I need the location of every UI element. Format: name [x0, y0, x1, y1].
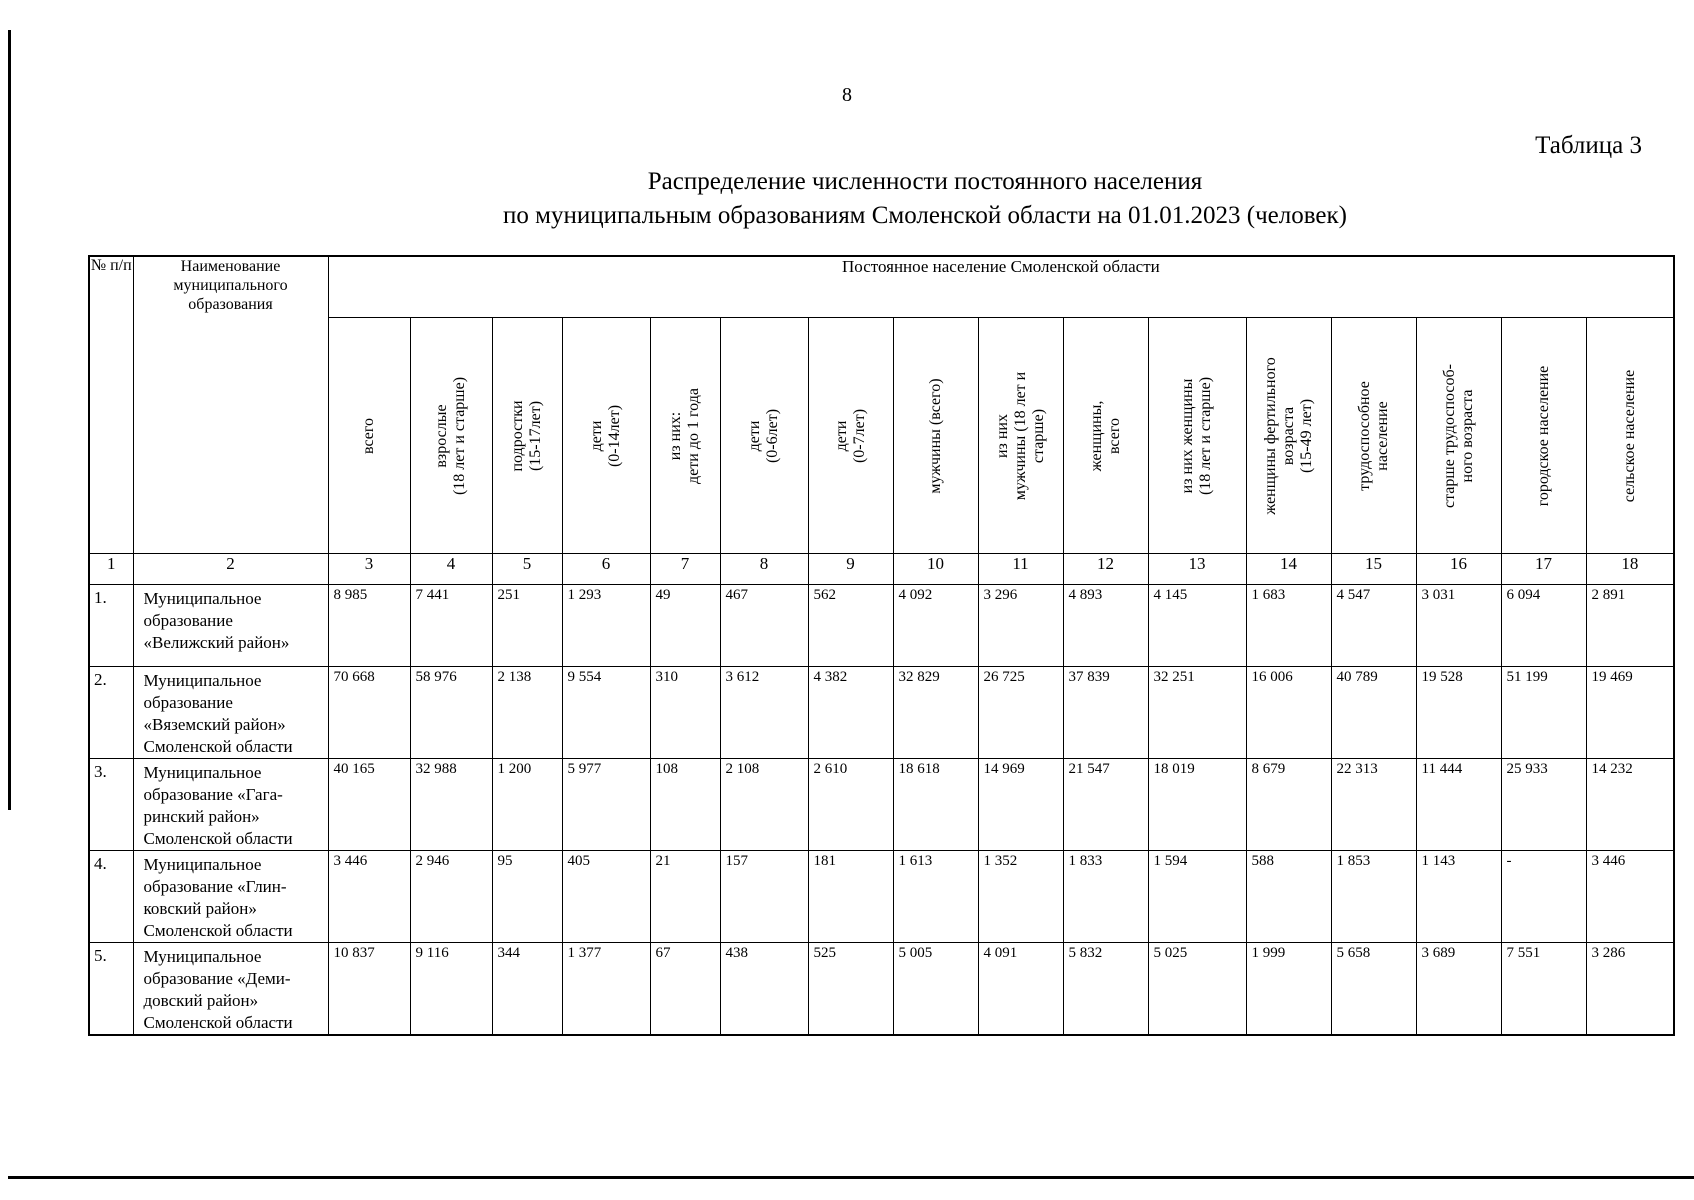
header-col-10	[893, 318, 978, 554]
column-number: 2	[133, 554, 328, 585]
cell-value: 2 138	[492, 667, 562, 759]
municipality-name	[133, 759, 328, 851]
cell-value: 4 091	[978, 943, 1063, 1036]
header-col-line: (18 лет и старше)	[451, 376, 468, 495]
header-col-16	[1416, 318, 1501, 554]
header-col-7	[650, 318, 720, 554]
cell-value: 405	[562, 851, 650, 943]
header-col-line: всего	[360, 417, 377, 454]
cell-value: 108	[650, 759, 720, 851]
cell-value: 2 108	[720, 759, 808, 851]
municipality-name-line: ринский район»	[143, 807, 260, 826]
cell-value: 40 165	[328, 759, 410, 851]
page-number: 8	[842, 84, 852, 106]
header-col-line: старше)	[1029, 408, 1047, 463]
municipality-name-line: Муниципальное	[143, 763, 262, 782]
cell-value: 21 547	[1063, 759, 1148, 851]
header-col-line: дети	[746, 420, 763, 451]
header-col-8	[720, 318, 808, 554]
population-table	[88, 255, 1675, 1036]
cell-value: 2 946	[410, 851, 492, 943]
cell-value: 14 232	[1586, 759, 1674, 851]
table-row	[89, 585, 1674, 667]
header-col-14	[1246, 318, 1331, 554]
column-number: 10	[893, 554, 978, 585]
cell-value: 95	[492, 851, 562, 943]
cell-value: 5 977	[562, 759, 650, 851]
column-number: 9	[808, 554, 893, 585]
header-col-12	[1063, 318, 1148, 554]
header-col-line: из них	[993, 413, 1011, 458]
municipality-name-line: образование	[143, 611, 233, 630]
table-label: Таблица 3	[1535, 132, 1642, 159]
cell-value: 21	[650, 851, 720, 943]
cell-value: 22 313	[1331, 759, 1416, 851]
municipality-name-line: Смоленской области	[143, 921, 293, 940]
cell-value: 58 976	[410, 667, 492, 759]
cell-value: 3 031	[1416, 585, 1501, 667]
cell-value: 5 832	[1063, 943, 1148, 1036]
cell-value: 3 689	[1416, 943, 1501, 1036]
header-num: № п/п	[89, 256, 133, 554]
column-number: 17	[1501, 554, 1586, 585]
municipality-name-line: образование «Деми-	[143, 969, 291, 988]
column-number: 1	[89, 554, 133, 585]
municipality-name-line: Муниципальное	[143, 671, 262, 690]
cell-value: 8 985	[328, 585, 410, 667]
column-number-row	[89, 554, 1674, 585]
cell-value: 344	[492, 943, 562, 1036]
cell-value: 310	[650, 667, 720, 759]
header-col-line: трудоспособное	[1355, 380, 1373, 491]
column-number: 13	[1148, 554, 1246, 585]
cell-value: 181	[808, 851, 893, 943]
cell-value: 32 251	[1148, 667, 1246, 759]
header-col-label	[833, 408, 869, 462]
header-col-label	[667, 388, 703, 484]
left-edge-rule	[8, 30, 11, 810]
municipality-name	[133, 943, 328, 1036]
column-number: 11	[978, 554, 1063, 585]
cell-value: 4 092	[893, 585, 978, 667]
header-name: Наименование муниципального образования	[133, 256, 328, 554]
header-col-label	[1262, 357, 1316, 515]
header-col-line: (15-49 лет)	[1297, 398, 1315, 473]
cell-value: 67	[650, 943, 720, 1036]
cell-value: 1 833	[1063, 851, 1148, 943]
header-col-label	[927, 378, 945, 493]
header-col-4	[410, 318, 492, 554]
cell-value: 1 594	[1148, 851, 1246, 943]
header-col-line: мужчины (18 лет и	[1011, 371, 1029, 500]
header-col-line: городское население	[1534, 365, 1552, 506]
header-group: Постоянное население Смоленской области	[328, 256, 1674, 318]
cell-value: 4 382	[808, 667, 893, 759]
header-col-label	[509, 400, 545, 471]
header-col-line: женщины фертильного	[1261, 356, 1279, 515]
cell-value: 1 143	[1416, 851, 1501, 943]
header-col-label	[1621, 369, 1639, 501]
cell-value: 3 612	[720, 667, 808, 759]
cell-value: 4 547	[1331, 585, 1416, 667]
header-col-line: возраста	[1279, 406, 1297, 465]
cell-value: 32 829	[893, 667, 978, 759]
column-number: 16	[1416, 554, 1501, 585]
column-number: 8	[720, 554, 808, 585]
cell-value: 37 839	[1063, 667, 1148, 759]
header-col-line: старше трудоспособ-	[1440, 363, 1458, 508]
municipality-name-line: образование «Глин-	[143, 877, 287, 896]
municipality-name-line: Муниципальное	[143, 589, 262, 608]
header-col-label	[588, 404, 624, 466]
cell-value: 7 551	[1501, 943, 1586, 1036]
cell-value: 5 025	[1148, 943, 1246, 1036]
cell-value: 5 658	[1331, 943, 1416, 1036]
cell-value: 14 969	[978, 759, 1063, 851]
cell-value: 18 019	[1148, 759, 1246, 851]
column-number: 14	[1246, 554, 1331, 585]
header-col-13	[1148, 318, 1246, 554]
municipality-name	[133, 851, 328, 943]
row-number: 2.	[89, 667, 133, 759]
table-row	[89, 759, 1674, 851]
column-number: 15	[1331, 554, 1416, 585]
cell-value: 40 789	[1331, 667, 1416, 759]
cell-value: 251	[492, 585, 562, 667]
header-col-line: всего	[1105, 417, 1123, 454]
municipality-name-line: Муниципальное	[143, 947, 262, 966]
table-row	[89, 667, 1674, 759]
table-title	[400, 165, 1450, 233]
table-row	[89, 943, 1674, 1036]
cell-value: 11 444	[1416, 759, 1501, 851]
cell-value: 16 006	[1246, 667, 1331, 759]
cell-value: 9 116	[410, 943, 492, 1036]
header-col-label	[1179, 376, 1215, 494]
cell-value: 49	[650, 585, 720, 667]
cell-value: 32 988	[410, 759, 492, 851]
cell-value: 1 293	[562, 585, 650, 667]
cell-value: 525	[808, 943, 893, 1036]
cell-value: 26 725	[978, 667, 1063, 759]
header-col-11	[978, 318, 1063, 554]
cell-value: 4 893	[1063, 585, 1148, 667]
column-number: 6	[562, 554, 650, 585]
cell-value: 5 005	[893, 943, 978, 1036]
municipality-name-line: ковский район»	[143, 899, 257, 918]
header-col-line: сельское население	[1620, 369, 1638, 502]
municipality-name-line: Муниципальное	[143, 855, 262, 874]
header-col-17	[1501, 318, 1586, 554]
cell-value: 1 613	[893, 851, 978, 943]
cell-value: 3 296	[978, 585, 1063, 667]
row-number: 3.	[89, 759, 133, 851]
column-number: 4	[410, 554, 492, 585]
header-col-line: взрослые	[433, 403, 450, 468]
cell-value: 1 999	[1246, 943, 1331, 1036]
cell-value: 1 377	[562, 943, 650, 1036]
header-col-5	[492, 318, 562, 554]
header-col-label	[1356, 381, 1392, 491]
header-col-line: из них женщины	[1179, 378, 1196, 493]
row-number: 4.	[89, 851, 133, 943]
header-col-line: (0-14лет)	[606, 404, 623, 467]
cell-value: 3 446	[1586, 851, 1674, 943]
header-col-15	[1331, 318, 1416, 554]
row-number: 1.	[89, 585, 133, 667]
cell-value: 1 683	[1246, 585, 1331, 667]
row-number: 5.	[89, 943, 133, 1036]
municipality-name-line: «Вяземский район»	[143, 715, 286, 734]
cell-value: 4 145	[1148, 585, 1246, 667]
cell-value: 19 469	[1586, 667, 1674, 759]
column-number: 3	[328, 554, 410, 585]
cell-value: 6 094	[1501, 585, 1586, 667]
header-col-line: из них:	[667, 411, 684, 460]
column-number: 5	[492, 554, 562, 585]
cell-value: 467	[720, 585, 808, 667]
header-col-line: дети до 1 года	[685, 387, 702, 484]
municipality-name-line: «Велижский район»	[143, 633, 290, 652]
header-col-line: (15-17лет)	[527, 400, 544, 471]
cell-value: 3 446	[328, 851, 410, 943]
cell-value: 2 610	[808, 759, 893, 851]
cell-value: 9 554	[562, 667, 650, 759]
header-col-line: ного возраста	[1458, 389, 1476, 482]
column-number: 7	[650, 554, 720, 585]
title-line-1: Распределение численности постоянного населения	[647, 168, 1203, 195]
header-col-label	[1441, 364, 1477, 508]
title-line-2: по муниципальным образованиям Смоленской области на 01.01.2023 (человек)	[503, 202, 1347, 229]
cell-value: 70 668	[328, 667, 410, 759]
bottom-edge-rule	[8, 1176, 1694, 1179]
header-col-line: (18 лет и старше)	[1197, 376, 1214, 495]
header-col-line: подростки	[509, 399, 526, 472]
header-col-line: (0-6лет)	[764, 408, 781, 463]
cell-value: 2 891	[1586, 585, 1674, 667]
cell-value: 588	[1246, 851, 1331, 943]
header-col-line: население	[1373, 400, 1391, 471]
header-col-line: (0-7лет)	[850, 408, 868, 463]
municipality-name-line: Смоленской области	[143, 829, 293, 848]
municipality-name	[133, 585, 328, 667]
header-col-9	[808, 318, 893, 554]
cell-value: 7 441	[410, 585, 492, 667]
header-col-3	[328, 318, 410, 554]
header-col-label	[746, 408, 782, 462]
cell-value: -	[1501, 851, 1586, 943]
table-row	[89, 851, 1674, 943]
header-col-label	[1088, 400, 1124, 471]
cell-value: 1 853	[1331, 851, 1416, 943]
table-body	[89, 554, 1674, 1036]
cell-value: 1 200	[492, 759, 562, 851]
municipality-name-line: Смоленской области	[143, 1013, 293, 1032]
municipality-name-line: Смоленской области	[143, 737, 293, 756]
header-col-label	[360, 417, 378, 453]
cell-value: 25 933	[1501, 759, 1586, 851]
municipality-name-line: образование	[143, 693, 233, 712]
municipality-name-line: довский район»	[143, 991, 259, 1010]
cell-value: 1 352	[978, 851, 1063, 943]
cell-value: 562	[808, 585, 893, 667]
municipality-name	[133, 667, 328, 759]
cell-value: 10 837	[328, 943, 410, 1036]
header-col-label	[994, 371, 1048, 499]
header-col-line: дети	[588, 420, 605, 451]
column-number: 18	[1586, 554, 1674, 585]
cell-value: 3 286	[1586, 943, 1674, 1036]
cell-value: 51 199	[1501, 667, 1586, 759]
header-col-label	[1535, 365, 1553, 506]
cell-value: 8 679	[1246, 759, 1331, 851]
header-col-label	[433, 376, 469, 494]
column-number: 12	[1063, 554, 1148, 585]
cell-value: 157	[720, 851, 808, 943]
header-col-18	[1586, 318, 1674, 554]
municipality-name-line: образование «Гага-	[143, 785, 283, 804]
cell-value: 18 618	[893, 759, 978, 851]
header-col-6	[562, 318, 650, 554]
cell-value: 19 528	[1416, 667, 1501, 759]
header-col-line: мужчины (всего)	[926, 377, 944, 494]
header-col-line: женщины,	[1087, 400, 1105, 471]
header-col-line: дети	[832, 420, 850, 451]
cell-value: 438	[720, 943, 808, 1036]
